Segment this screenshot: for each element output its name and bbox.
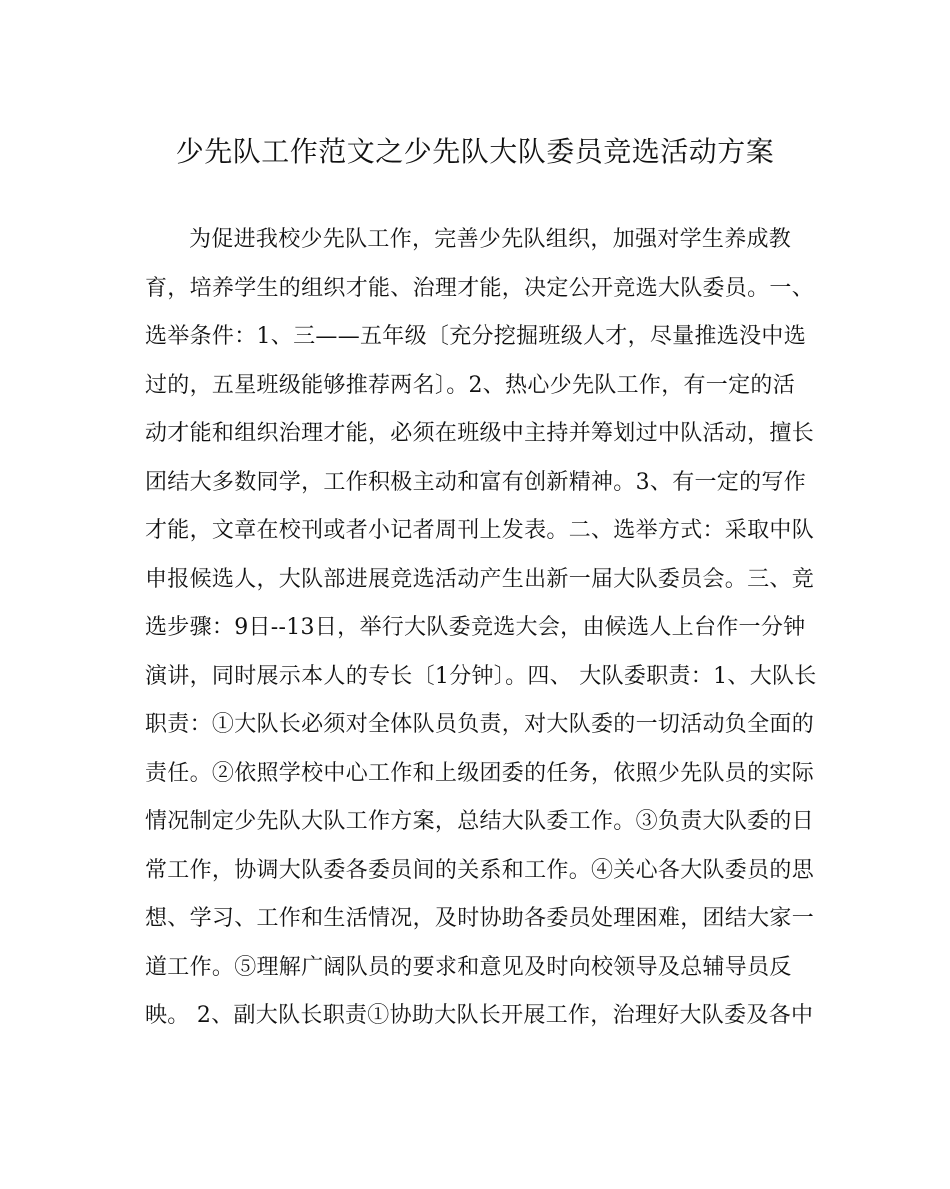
body-line: 道工作。⑤理解广阔队员的要求和意见及时向校领导及总辅导员反 — [145, 954, 792, 980]
body-line: 团结大多数同学，工作积极主动和富有创新精神。3、有一定的写作 — [145, 469, 806, 495]
body-line: 育，培养学生的组织才能、治理才能，决定公开竞选大队委员。一、 — [145, 275, 815, 301]
body-line: 才能，文章在校刊或者小记者周刊上发表。二、选举方式：采取中队 — [145, 518, 815, 543]
body-line: 过的，五星班级能够推荐两名〕。2、热心少先队工作，有一定的活 — [145, 372, 795, 398]
body-line: 选举条件：1、三——五年级〔充分挖掘班级人才，尽量推选没中选 — [145, 324, 806, 349]
body-line: 动才能和组织治理才能，必须在班级中主持并筹划过中队活动，擅长 — [145, 421, 815, 446]
body-line: 申报候选人，大队部进展竞选活动产生出新一届大队委员会。三、竞 — [145, 566, 815, 592]
body-line: 常工作，协调大队委各委员间的关系和工作。④关心各大队委员的思 — [145, 857, 815, 883]
document-body — [145, 216, 815, 1041]
body-line: 想、学习、工作和生活情况，及时协助各委员处理困难，团结大家一 — [145, 906, 815, 931]
document-title: 少先队工作范文之少先队大队委员竞选活动方案 — [175, 135, 775, 168]
body-line: 演讲，同时展示本人的专长〔1分钟〕。四、 大队委职责：1、大队长 — [145, 663, 817, 689]
body-line: 责任。②依照学校中心工作和上级团委的任务，依照少先队员的实际 — [145, 760, 815, 786]
body-line: 选步骤：9日--13日，举行大队委竞选大会，由候选人上台作一分钟 — [145, 615, 806, 640]
body-line: 映。 2、副大队长职责①协助大队长开展工作，治理好大队委及各中 — [145, 1003, 814, 1028]
body-line: 情况制定少先队大队工作方案，总结大队委工作。③负责大队委的日 — [145, 809, 815, 834]
body-line: 职责：①大队长必须对全体队员负责，对大队委的一切活动负全面的 — [145, 712, 815, 737]
body-line: 为促进我校少先队工作，完善少先队组织，加强对学生养成教 — [189, 227, 792, 252]
